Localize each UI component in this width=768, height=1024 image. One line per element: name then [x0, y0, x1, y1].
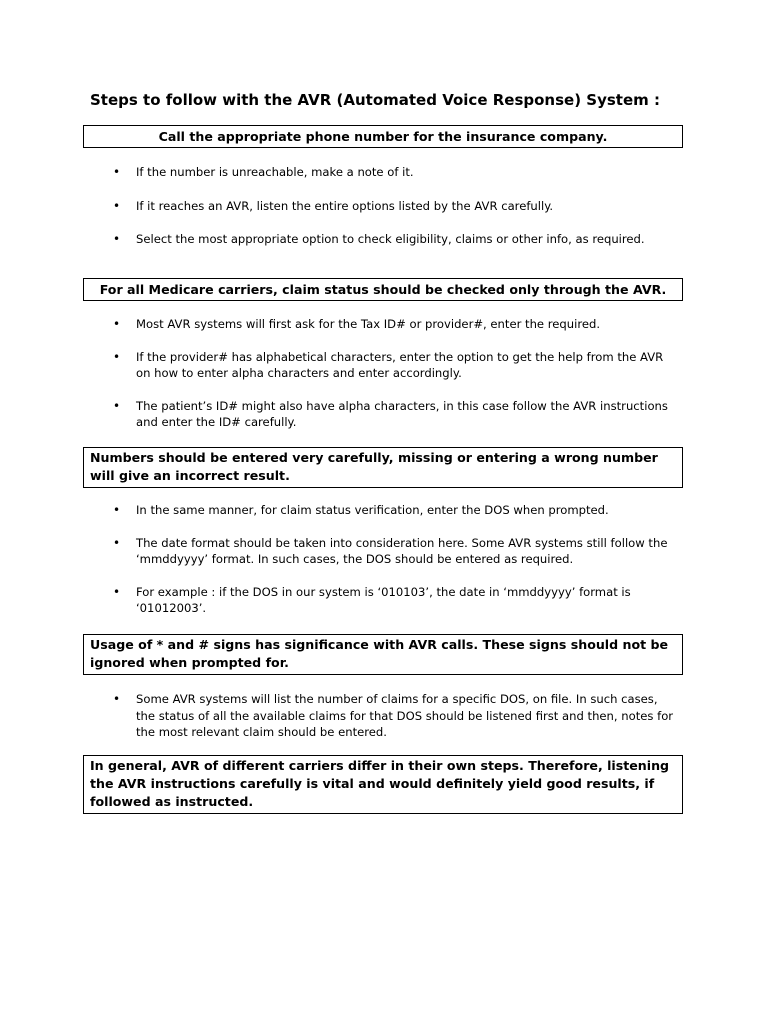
- list-item: • In the same manner, for claim status verification, enter the DOS when prompted.: [113, 503, 609, 517]
- list-item: • If the number is unreachable, make a note of it.: [113, 165, 414, 179]
- bullet-icon: •: [113, 535, 121, 550]
- list-item: • If the provider# has alphabetical characters, enter the option to get the help from the AVR on how to enter alpha characters and enter accordingly.: [113, 349, 664, 380]
- list-item: • The date format should be taken into consideration here. Some AVR systems still follow the ‘mmddyyyy’ format. In such cases, the DOS should be entered as required.: [113, 535, 668, 566]
- bullet-list-signs: [0, 691, 768, 741]
- bullet-icon: •: [113, 232, 121, 246]
- list-item: • The patient’s ID# might also have alpha characters, in this case follow the AVR instructions and enter the ID# carefully.: [113, 398, 668, 429]
- list-item: • Select the most appropriate option to check eligibility, claims or other info, as required.: [113, 232, 645, 246]
- list-item: • Most AVR systems will first ask for the Tax ID# or provider#, enter the required.: [113, 317, 601, 331]
- bullet-icon: •: [113, 165, 121, 179]
- bullet-icon: •: [113, 503, 121, 517]
- list-item: • Some AVR systems will list the number of claims for a specific DOS, on file. In such cases, the status of all the available claims for that DOS should be listened first and then, notes for the most relevant claim should be entered.: [113, 692, 674, 739]
- bullet-icon: •: [113, 349, 121, 364]
- bullet-icon: •: [113, 398, 121, 413]
- bullet-icon: •: [113, 198, 121, 213]
- bullet-icon: •: [113, 692, 121, 706]
- list-item: • If it reaches an AVR, listen the entire options listed by the AVR carefully.: [113, 198, 554, 213]
- bullet-icon: •: [113, 317, 121, 331]
- bullet-icon: •: [113, 584, 121, 599]
- list-item: • For example : if the DOS in our system is ‘010103’, the date in ‘mmddyyyy’ format is ‘01012003’.: [113, 584, 631, 615]
- bullet-list-call-number: [0, 164, 768, 248]
- section-heading-medicare: For all Medicare carriers, claim status should be checked only through the AVR.: [83, 278, 683, 301]
- section-heading-numbers: Numbers should be entered very carefully, missing or entering a wrong number will give an incorrect result.: [83, 447, 683, 488]
- section-heading-general: In general, AVR of different carriers differ in their own steps. Therefore, listening the AVR instructions carefully is vital and would definitely yield good results, if followed as instructed.: [83, 755, 683, 814]
- section-heading-call-number: Call the appropriate phone number for the insurance company.: [83, 125, 683, 148]
- section-heading-signs: Usage of * and # signs has significance with AVR calls. These signs should not be ignored when prompted for.: [83, 634, 683, 675]
- bullet-list-medicare: [0, 316, 768, 431]
- page-title: Steps to follow with the AVR (Automated Voice Response) System :: [90, 91, 660, 109]
- bullet-list-numbers: [0, 502, 768, 617]
